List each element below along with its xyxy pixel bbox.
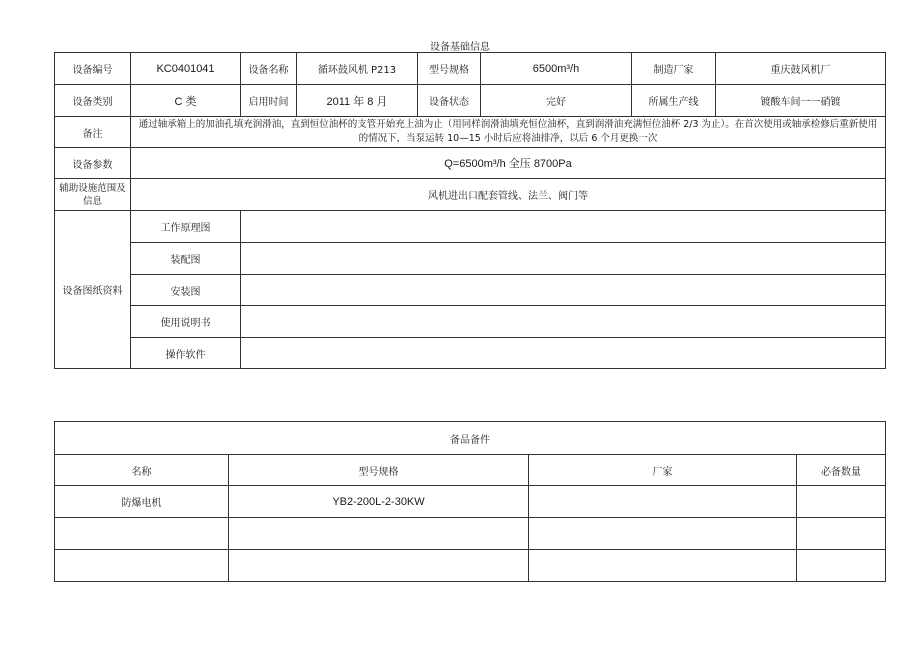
- cell-name: 防爆电机: [55, 486, 229, 518]
- drawing-name: 工作原理图: [131, 211, 241, 243]
- header-model: 型号规格: [229, 455, 529, 486]
- cell-maker: [529, 518, 797, 550]
- header-name: 名称: [55, 455, 229, 486]
- cell-model: YB2-200L-2-30KW: [229, 486, 529, 518]
- value-aux: 风机进出口配套管线、法兰、阀门等: [131, 179, 886, 211]
- drawing-value: [241, 338, 886, 369]
- row-remark: [55, 117, 886, 148]
- row-params: [55, 148, 886, 179]
- cell-name: [55, 518, 229, 550]
- cell-quantity: [797, 550, 886, 582]
- spare-parts-table: [54, 421, 886, 582]
- drawing-value: [241, 211, 886, 243]
- page-title: 设备基础信息: [430, 42, 490, 53]
- cell-quantity: [797, 518, 886, 550]
- cell-quantity: [797, 486, 886, 518]
- drawing-value: [241, 306, 886, 338]
- row-basic-1: [55, 53, 886, 85]
- row-drawing-5: [55, 338, 886, 369]
- label-name: 设备名称: [241, 53, 297, 85]
- drawing-name: 装配图: [131, 243, 241, 275]
- cell-name: [55, 550, 229, 582]
- basic-info-table: [54, 52, 886, 369]
- value-code: KC0401041: [131, 53, 241, 85]
- label-code: 设备编号: [55, 53, 131, 85]
- cell-maker: [529, 486, 797, 518]
- spares-title: 备品备件: [55, 422, 886, 455]
- row-drawing-2: [55, 243, 886, 275]
- spares-header-row: [55, 455, 886, 486]
- value-name: 循环鼓风机 P213: [297, 53, 418, 85]
- label-params: 设备参数: [55, 148, 131, 179]
- header-quantity: 必备数量: [797, 455, 886, 486]
- header-maker: 厂家: [529, 455, 797, 486]
- drawing-value: [241, 275, 886, 306]
- table-row: [55, 486, 886, 518]
- cell-maker: [529, 550, 797, 582]
- value-line: 镀酸车间一一硝镀: [716, 85, 886, 117]
- drawing-name: 使用说明书: [131, 306, 241, 338]
- label-start: 启用时间: [241, 85, 297, 117]
- value-start: 2011 年 8 月: [297, 85, 418, 117]
- label-maker: 制造厂家: [632, 53, 716, 85]
- value-status: 完好: [481, 85, 632, 117]
- label-remark: 备注: [55, 117, 131, 148]
- table-row: [55, 518, 886, 550]
- drawing-name: 安装图: [131, 275, 241, 306]
- label-line: 所属生产线: [632, 85, 716, 117]
- label-model: 型号规格: [418, 53, 481, 85]
- label-status: 设备状态: [418, 85, 481, 117]
- value-model: 6500m³/h: [481, 53, 632, 85]
- row-drawing-3: [55, 275, 886, 306]
- row-aux: [55, 179, 886, 211]
- spares-title-row: [55, 422, 886, 455]
- value-params: Q=6500m³/h 全压 8700Pa: [131, 148, 886, 179]
- drawing-name: 操作软件: [131, 338, 241, 369]
- value-maker: 重庆鼓风机厂: [716, 53, 886, 85]
- cell-model: [229, 518, 529, 550]
- row-drawing-4: [55, 306, 886, 338]
- table-row: [55, 550, 886, 582]
- label-aux: 辅助设施范围及信息: [55, 179, 131, 211]
- cell-model: [229, 550, 529, 582]
- label-category: 设备类别: [55, 85, 131, 117]
- value-category: C 类: [131, 85, 241, 117]
- label-drawings: 设备图纸资料: [55, 211, 131, 369]
- row-basic-2: [55, 85, 886, 117]
- row-drawing-1: [55, 211, 886, 243]
- drawing-value: [241, 243, 886, 275]
- value-remark: 通过轴承箱上的加油孔填充润滑油，直到恒位油杯的支管开始充上油为止（用同样润滑油填充恒位油杯，直到润滑油充满恒位油杯 2/3 为止）。在首次使用或轴承检修后重新使用的情况下，当泵运转 10—15 小时后应将油排净，以后 6 个月更换一次: [131, 117, 886, 148]
